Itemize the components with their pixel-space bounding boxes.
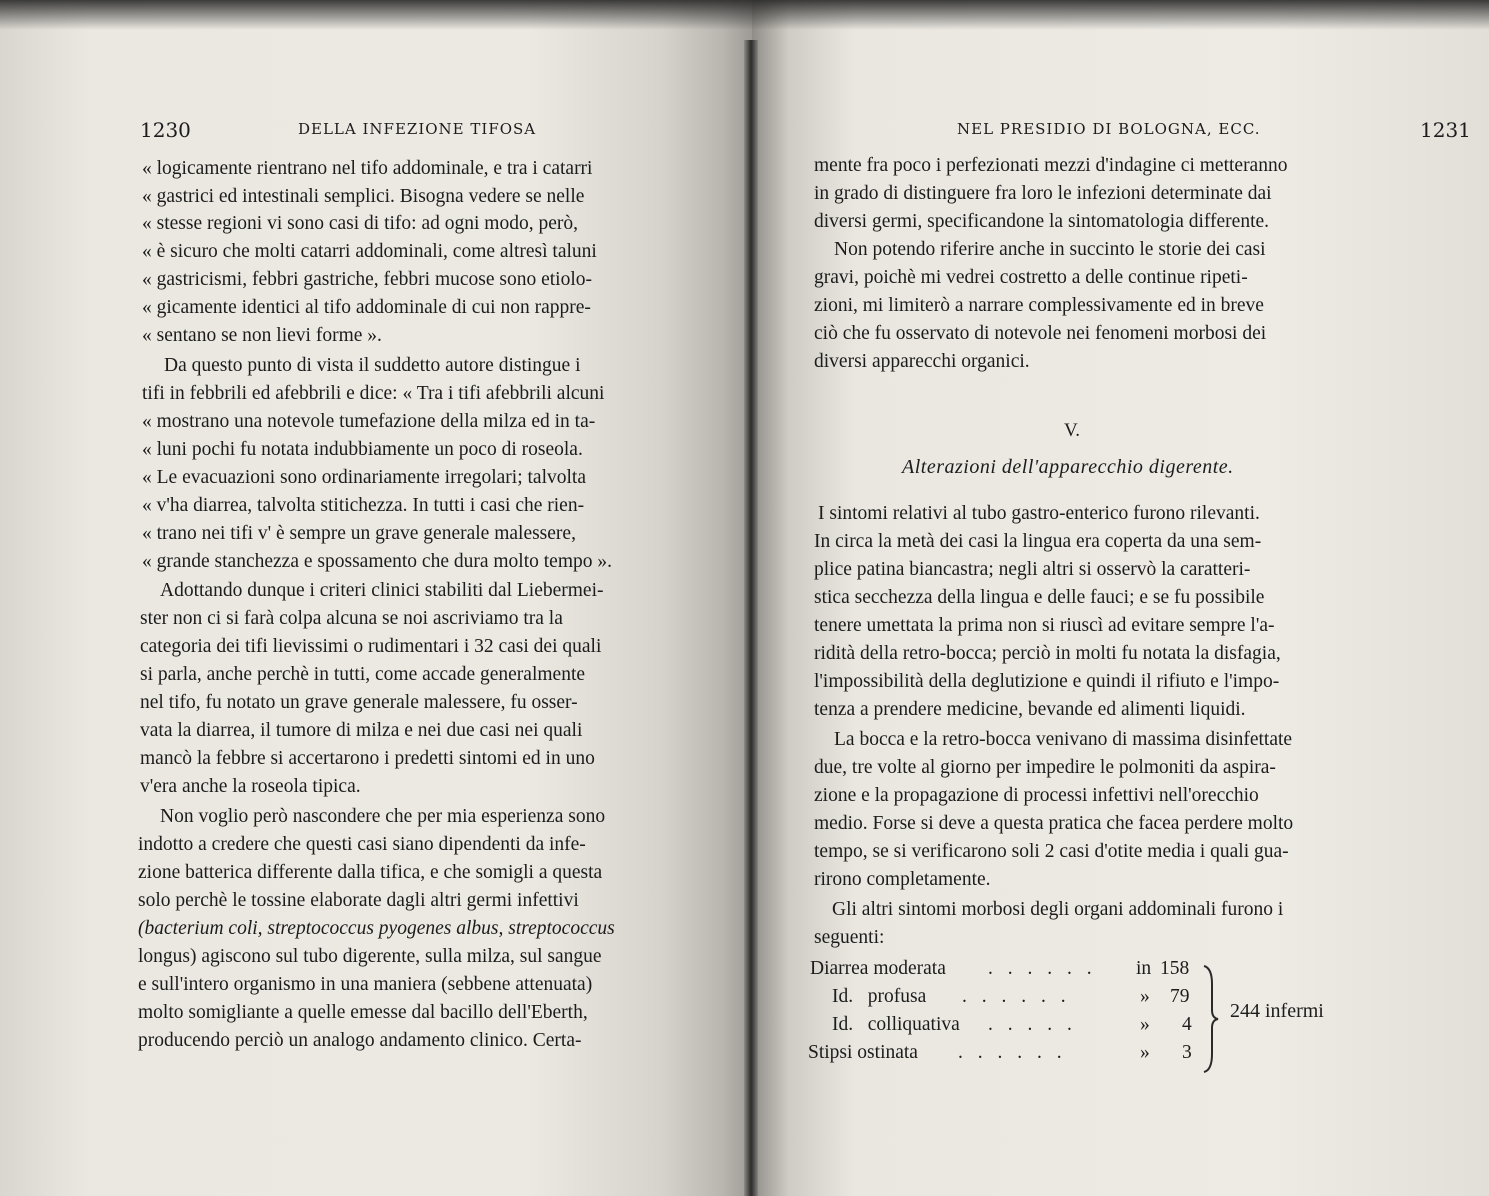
text-line: zione e la propagazione di processi infettivi nell'orecchio bbox=[814, 785, 1259, 806]
text-line: si parla, anche perchè in tutti, come accade generalmente bbox=[140, 664, 586, 685]
text-line: molto somigliante a quelle emesse dal bacillo dell'Eberth, bbox=[138, 1002, 588, 1023]
text-line: « Le evacuazioni sono ordinariamente irregolari; talvolta bbox=[142, 467, 586, 488]
text-line: due, tre volte al giorno per impedire le polmoniti da aspira- bbox=[814, 757, 1276, 778]
text-line: producendo perciò un analogo andamento clinico. Certa- bbox=[138, 1030, 582, 1051]
text-line: zioni, mi limiterò a narrare complessivamente ed in breve bbox=[814, 295, 1264, 316]
text-line: « luni pochi fu notata indubbiamente un poco di roseola. bbox=[142, 439, 583, 460]
table-row-value: 158 bbox=[1160, 958, 1190, 979]
table-row-prefix: » bbox=[1140, 1042, 1150, 1063]
table-row-value: 79 bbox=[1170, 986, 1190, 1007]
text-line: medio. Forse si deve a questa pratica che facea perdere molto bbox=[814, 813, 1294, 834]
text-line: solo perchè le tossine elaborate dagli altri germi infettivi bbox=[138, 890, 579, 911]
table-row-value: 4 bbox=[1182, 1014, 1192, 1035]
curly-brace-icon bbox=[1200, 964, 1220, 1074]
table-row-label: Diarrea moderata bbox=[810, 958, 946, 979]
text-line: « logicamente rientrano nel tifo addominale, e tra i catarri bbox=[142, 158, 593, 179]
text-line: In circa la metà dei casi la lingua era coperta da una sem- bbox=[814, 531, 1262, 552]
text-line: « sentano se non lievi forme ». bbox=[142, 325, 382, 346]
table-row-dots: . . . . . . bbox=[962, 986, 1071, 1007]
table-row-label: Stipsi ostinata bbox=[808, 1042, 918, 1063]
table-total: 244 infermi bbox=[1230, 1000, 1324, 1022]
table-row-prefix: » bbox=[1140, 986, 1150, 1007]
book-gutter bbox=[744, 40, 758, 1196]
text-line: « grande stanchezza e spossamento che dura molto tempo ». bbox=[142, 551, 613, 572]
text-line: « stesse regioni vi sono casi di tifo: ad ogni modo, però, bbox=[142, 213, 578, 234]
text-line: e sull'intero organismo in una maniera (sebbene attenuata) bbox=[138, 974, 593, 995]
text-line: La bocca e la retro-bocca venivano di massima disinfettate bbox=[834, 729, 1293, 750]
table-row-dots: . . . . . bbox=[988, 1014, 1077, 1035]
text-line: l'impossibilità della deglutizione e quindi il rifiuto e l'impo- bbox=[814, 671, 1280, 692]
text-line: tempo, se si verificarono soli 2 casi d'otite media i quali gua- bbox=[814, 841, 1289, 862]
section-title: Alterazioni dell'apparecchio digerente. bbox=[902, 456, 1234, 478]
text-line-italic: (bacterium coli, streptococcus pyogenes albus, streptococcus bbox=[138, 918, 615, 939]
right-page-number: 1231 bbox=[1420, 118, 1471, 142]
text-line: Adottando dunque i criteri clinici stabiliti dal Liebermei- bbox=[160, 580, 604, 601]
text-line: « gastricismi, febbri gastriche, febbri mucose sono etiolo- bbox=[142, 269, 593, 290]
text-line: Non voglio però nascondere che per mia esperienza sono bbox=[160, 806, 606, 827]
text-line: ciò che fu osservato di notevole nei fenomeni morbosi dei bbox=[814, 323, 1267, 344]
text-line: Non potendo riferire anche in succinto le storie dei casi bbox=[834, 239, 1266, 260]
text-line: « trano nei tifi v' è sempre un grave generale malessere, bbox=[142, 523, 576, 544]
left-page-number: 1230 bbox=[140, 118, 191, 142]
text-line: indotto a credere che questi casi siano dipendenti da infe- bbox=[138, 834, 586, 855]
text-line: ster non ci si farà colpa alcuna se noi ascriviamo tra la bbox=[140, 608, 563, 629]
table-row-label: Id. colliquativa bbox=[832, 1014, 960, 1035]
text-line: I sintomi relativi al tubo gastro-enterico furono rilevanti. bbox=[818, 503, 1260, 524]
text-line: zione batterica differente dalla tifica, e che somigli a questa bbox=[138, 862, 603, 883]
text-line: plice patina biancastra; negli altri si osservò la caratteri- bbox=[814, 559, 1251, 580]
text-line: gravi, poichè mi vedrei costretto a delle continue ripeti- bbox=[814, 267, 1248, 288]
text-line: in grado di distinguere fra loro le infezioni determinate dai bbox=[814, 183, 1272, 204]
table-row-prefix: » bbox=[1140, 1014, 1150, 1035]
table-row-prefix: in bbox=[1136, 958, 1152, 979]
section-number: V. bbox=[1064, 420, 1081, 441]
text-line: vata la diarrea, il tumore di milza e nei due casi nei quali bbox=[140, 720, 583, 741]
table-row-label: Id. profusa bbox=[832, 986, 927, 1007]
text-line: nel tifo, fu notato un grave generale malessere, fu osser- bbox=[140, 692, 578, 713]
table-row-dots: . . . . . . bbox=[988, 958, 1097, 979]
text-line: « gastrici ed intestinali semplici. Bisogna vedere se nelle bbox=[142, 186, 585, 207]
right-page bbox=[752, 0, 1489, 1196]
text-line: tifi in febbrili ed afebbrili e dice: « Tra i tifi afebbrili alcuni bbox=[142, 383, 605, 404]
right-running-head: NEL PRESIDIO DI BOLOGNA, ECC. bbox=[957, 120, 1261, 138]
text-line: rirono completamente. bbox=[814, 869, 991, 890]
text-line: ridità della retro-bocca; perciò in molti fu notata la disfagia, bbox=[814, 643, 1281, 664]
text-line: diversi germi, specificandone la sintomatologia differente. bbox=[814, 211, 1270, 232]
text-line: « gicamente identici al tifo addominale di cui non rappre- bbox=[142, 297, 591, 318]
text-line: seguenti: bbox=[814, 927, 885, 948]
text-line: « è sicuro che molti catarri addominali, come altresì taluni bbox=[142, 241, 597, 262]
text-line: « v'ha diarrea, talvolta stitichezza. In tutti i casi che rien- bbox=[142, 495, 585, 516]
text-line: v'era anche la roseola tipica. bbox=[140, 776, 361, 797]
text-line: longus) agiscono sul tubo digerente, sulla milza, sul sangue bbox=[138, 946, 602, 967]
text-line: mente fra poco i perfezionati mezzi d'indagine ci metteranno bbox=[814, 155, 1288, 176]
text-line: tenere umettata la prima non si riuscì ad evitare sempre l'a- bbox=[814, 615, 1275, 636]
text-line: Da questo punto di vista il suddetto autore distingue i bbox=[164, 355, 581, 376]
text-line: Gli altri sintomi morbosi degli organi addominali furono i bbox=[832, 899, 1284, 920]
text-line: stica secchezza della lingua e delle fauci; e se fu possibile bbox=[814, 587, 1265, 608]
text-line: « mostrano una notevole tumefazione della milza ed in ta- bbox=[142, 411, 596, 432]
text-line: categoria dei tifi lievissimi o rudimentari i 32 casi dei quali bbox=[140, 636, 602, 657]
table-row-dots: . . . . . . bbox=[958, 1042, 1067, 1063]
left-running-head: DELLA INFEZIONE TIFOSA bbox=[298, 120, 537, 138]
text-line: diversi apparecchi organici. bbox=[814, 351, 1030, 372]
text-line: tenza a prendere medicine, bevande ed alimenti liquidi. bbox=[814, 699, 1246, 720]
table-row-value: 3 bbox=[1182, 1042, 1192, 1063]
top-shadow bbox=[0, 0, 1489, 30]
text-line: mancò la febbre si accertarono i predetti sintomi ed in uno bbox=[140, 748, 595, 769]
